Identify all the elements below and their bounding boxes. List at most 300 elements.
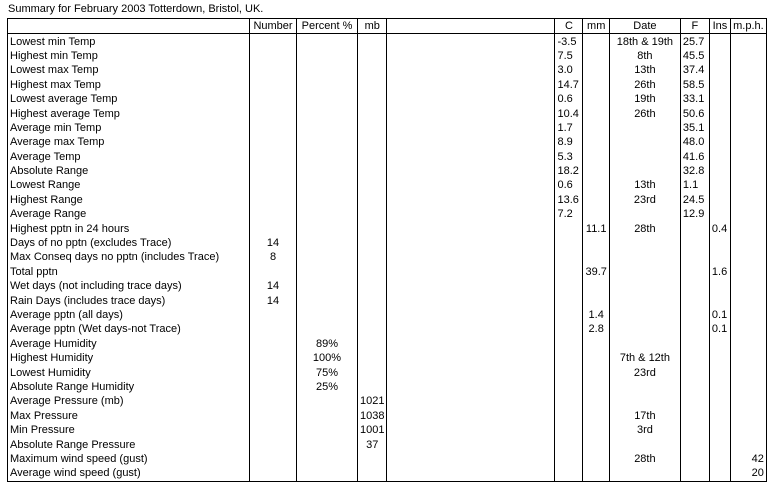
cell-number [250, 365, 297, 379]
table-row [8, 337, 767, 351]
cell-mph [730, 106, 766, 120]
table-row [8, 409, 767, 423]
cell-ins [709, 49, 730, 63]
cell-c [555, 293, 583, 307]
cell-ins [709, 78, 730, 92]
cell-mb [358, 178, 387, 192]
cell-mb [358, 351, 387, 365]
cell-mb [358, 452, 387, 466]
table-row [8, 293, 767, 307]
cell-percent [297, 49, 358, 63]
cell-ins: 0.4 [709, 221, 730, 235]
cell-f [680, 452, 709, 466]
cell-number: 14 [250, 236, 297, 250]
cell-mm [583, 135, 609, 149]
cell-mb: 1001 [358, 423, 387, 437]
cell-f [680, 265, 709, 279]
cell-number [250, 78, 297, 92]
cell-mph [730, 207, 766, 221]
cell-number [250, 337, 297, 351]
cell-percent [297, 121, 358, 135]
cell-number [250, 193, 297, 207]
summary-table [7, 18, 767, 482]
cell-c [555, 437, 583, 451]
column-header-f: F [680, 19, 709, 34]
cell-mm [583, 437, 609, 451]
cell-ins [709, 380, 730, 394]
cell-mm [583, 250, 609, 264]
cell-f: 24.5 [680, 193, 709, 207]
cell-blank [387, 409, 555, 423]
cell-percent: 100% [297, 351, 358, 365]
table-row [8, 121, 767, 135]
cell-blank [387, 49, 555, 63]
cell-mb [358, 365, 387, 379]
table-row [8, 178, 767, 192]
cell-c: 7.5 [555, 49, 583, 63]
cell-percent [297, 164, 358, 178]
cell-percent [297, 236, 358, 250]
row-label: Average max Temp [8, 135, 250, 149]
cell-number [250, 135, 297, 149]
cell-mb [358, 322, 387, 336]
row-label: Lowest max Temp [8, 63, 250, 77]
cell-percent: 75% [297, 365, 358, 379]
table-row [8, 49, 767, 63]
cell-ins [709, 466, 730, 481]
row-label: Highest average Temp [8, 106, 250, 120]
cell-blank [387, 92, 555, 106]
cell-c [555, 337, 583, 351]
cell-mph [730, 423, 766, 437]
cell-number [250, 49, 297, 63]
cell-mph [730, 409, 766, 423]
cell-blank [387, 322, 555, 336]
cell-number [250, 423, 297, 437]
cell-percent: 89% [297, 337, 358, 351]
cell-ins [709, 135, 730, 149]
row-label: Highest Range [8, 193, 250, 207]
cell-date [609, 236, 680, 250]
row-label: Lowest min Temp [8, 34, 250, 49]
cell-number [250, 207, 297, 221]
cell-mb [358, 380, 387, 394]
cell-c [555, 322, 583, 336]
cell-c: 7.2 [555, 207, 583, 221]
cell-blank [387, 337, 555, 351]
table-row [8, 322, 767, 336]
cell-mph [730, 121, 766, 135]
cell-c [555, 236, 583, 250]
cell-f: 58.5 [680, 78, 709, 92]
cell-f: 32.8 [680, 164, 709, 178]
cell-date [609, 135, 680, 149]
table-row [8, 106, 767, 120]
cell-blank [387, 164, 555, 178]
column-header-ins: Ins [709, 19, 730, 34]
row-label: Highest min Temp [8, 49, 250, 63]
cell-blank [387, 423, 555, 437]
row-label: Max Conseq days no pptn (includes Trace) [8, 250, 250, 264]
cell-mph [730, 221, 766, 235]
cell-mm [583, 365, 609, 379]
cell-date [609, 207, 680, 221]
cell-date [609, 466, 680, 481]
cell-mm [583, 63, 609, 77]
cell-mm [583, 193, 609, 207]
cell-date: 26th [609, 78, 680, 92]
cell-f: 25.7 [680, 34, 709, 49]
table-row [8, 135, 767, 149]
cell-mm: 2.8 [583, 322, 609, 336]
cell-percent [297, 178, 358, 192]
cell-mm [583, 380, 609, 394]
cell-ins [709, 178, 730, 192]
cell-date: 23rd [609, 193, 680, 207]
cell-ins [709, 409, 730, 423]
cell-mm [583, 164, 609, 178]
cell-mph [730, 322, 766, 336]
cell-date: 19th [609, 92, 680, 106]
cell-f [680, 409, 709, 423]
cell-mb [358, 49, 387, 63]
cell-number [250, 92, 297, 106]
cell-mm [583, 351, 609, 365]
cell-mm [583, 466, 609, 481]
table-row [8, 63, 767, 77]
cell-percent [297, 92, 358, 106]
cell-mph [730, 279, 766, 293]
cell-c [555, 466, 583, 481]
cell-blank [387, 207, 555, 221]
cell-c [555, 394, 583, 408]
cell-mb [358, 308, 387, 322]
cell-percent [297, 466, 358, 481]
cell-f [680, 337, 709, 351]
column-header-mm: mm [583, 19, 609, 34]
cell-date: 23rd [609, 365, 680, 379]
cell-blank [387, 437, 555, 451]
cell-ins [709, 337, 730, 351]
cell-percent [297, 106, 358, 120]
cell-blank [387, 265, 555, 279]
cell-date: 13th [609, 63, 680, 77]
cell-mb [358, 193, 387, 207]
table-row [8, 34, 767, 49]
cell-mph [730, 337, 766, 351]
cell-date: 8th [609, 49, 680, 63]
row-label: Maximum wind speed (gust) [8, 452, 250, 466]
cell-mm [583, 78, 609, 92]
cell-ins [709, 236, 730, 250]
cell-percent [297, 63, 358, 77]
cell-mph [730, 293, 766, 307]
cell-mm [583, 178, 609, 192]
cell-mb [358, 135, 387, 149]
cell-date [609, 394, 680, 408]
cell-date: 28th [609, 452, 680, 466]
cell-blank [387, 236, 555, 250]
cell-percent [297, 250, 358, 264]
cell-number [250, 437, 297, 451]
row-label: Max Pressure [8, 409, 250, 423]
cell-mm [583, 34, 609, 49]
cell-date [609, 164, 680, 178]
cell-percent [297, 437, 358, 451]
table-row [8, 236, 767, 250]
row-label: Min Pressure [8, 423, 250, 437]
cell-percent: 25% [297, 380, 358, 394]
cell-ins [709, 279, 730, 293]
cell-date: 17th [609, 409, 680, 423]
cell-f [680, 365, 709, 379]
cell-ins [709, 452, 730, 466]
cell-f: 35.1 [680, 121, 709, 135]
table-row [8, 351, 767, 365]
cell-mm [583, 279, 609, 293]
cell-number [250, 380, 297, 394]
column-header-label [8, 19, 250, 34]
cell-percent [297, 207, 358, 221]
cell-date: 28th [609, 221, 680, 235]
cell-blank [387, 150, 555, 164]
cell-mb [358, 293, 387, 307]
cell-number: 14 [250, 293, 297, 307]
cell-date: 7th & 12th [609, 351, 680, 365]
table-row [8, 250, 767, 264]
cell-f [680, 322, 709, 336]
cell-mph [730, 265, 766, 279]
cell-number [250, 63, 297, 77]
cell-ins [709, 193, 730, 207]
cell-percent [297, 293, 358, 307]
cell-mm [583, 121, 609, 135]
cell-mb [358, 92, 387, 106]
cell-f [680, 423, 709, 437]
cell-mm [583, 150, 609, 164]
cell-blank [387, 34, 555, 49]
cell-ins [709, 250, 730, 264]
cell-mm [583, 337, 609, 351]
cell-mm [583, 49, 609, 63]
row-label: Total pptn [8, 265, 250, 279]
cell-blank [387, 466, 555, 481]
cell-ins [709, 63, 730, 77]
cell-blank [387, 250, 555, 264]
cell-c [555, 279, 583, 293]
cell-c: 0.6 [555, 178, 583, 192]
cell-ins [709, 207, 730, 221]
cell-mb: 1021 [358, 394, 387, 408]
cell-number [250, 466, 297, 481]
cell-c: 8.9 [555, 135, 583, 149]
cell-mb [358, 337, 387, 351]
cell-number [250, 351, 297, 365]
cell-blank [387, 365, 555, 379]
table-row [8, 466, 767, 481]
cell-percent [297, 78, 358, 92]
cell-mm: 11.1 [583, 221, 609, 235]
column-header-number: Number [250, 19, 297, 34]
row-label: Wet days (not including trace days) [8, 279, 250, 293]
cell-c [555, 365, 583, 379]
cell-number: 8 [250, 250, 297, 264]
cell-mb [358, 279, 387, 293]
cell-ins [709, 394, 730, 408]
table-row [8, 193, 767, 207]
cell-mm [583, 394, 609, 408]
cell-date [609, 437, 680, 451]
cell-f [680, 279, 709, 293]
cell-mm [583, 92, 609, 106]
cell-ins [709, 106, 730, 120]
cell-date [609, 337, 680, 351]
cell-percent [297, 409, 358, 423]
cell-mb [358, 63, 387, 77]
table-row [8, 423, 767, 437]
cell-blank [387, 394, 555, 408]
cell-c [555, 221, 583, 235]
cell-blank [387, 380, 555, 394]
column-header-mph: m.p.h. [730, 19, 766, 34]
cell-percent [297, 135, 358, 149]
cell-date [609, 150, 680, 164]
cell-ins [709, 423, 730, 437]
table-row [8, 437, 767, 451]
cell-mph [730, 394, 766, 408]
table-row [8, 78, 767, 92]
cell-mph [730, 437, 766, 451]
row-label: Highest Humidity [8, 351, 250, 365]
table-row [8, 365, 767, 379]
cell-mb [358, 106, 387, 120]
table-row [8, 452, 767, 466]
cell-mph [730, 308, 766, 322]
row-label: Average wind speed (gust) [8, 466, 250, 481]
cell-f: 48.0 [680, 135, 709, 149]
cell-blank [387, 193, 555, 207]
cell-c: 14.7 [555, 78, 583, 92]
row-label: Average Temp [8, 150, 250, 164]
cell-percent [297, 150, 358, 164]
cell-blank [387, 106, 555, 120]
column-header-percent: Percent % [297, 19, 358, 34]
cell-percent [297, 279, 358, 293]
cell-mph [730, 380, 766, 394]
cell-mph: 20 [730, 466, 766, 481]
cell-number [250, 322, 297, 336]
table-body [8, 34, 767, 481]
cell-f [680, 437, 709, 451]
cell-number [250, 106, 297, 120]
cell-f: 41.6 [680, 150, 709, 164]
cell-blank [387, 293, 555, 307]
column-header-c: C [555, 19, 583, 34]
cell-f: 12.9 [680, 207, 709, 221]
cell-c: 10.4 [555, 106, 583, 120]
cell-mph [730, 150, 766, 164]
cell-f [680, 250, 709, 264]
table-row [8, 164, 767, 178]
cell-ins [709, 293, 730, 307]
cell-date [609, 265, 680, 279]
cell-mb [358, 150, 387, 164]
cell-f: 50.6 [680, 106, 709, 120]
cell-mph [730, 49, 766, 63]
cell-percent [297, 308, 358, 322]
cell-percent [297, 394, 358, 408]
cell-percent [297, 452, 358, 466]
cell-percent [297, 265, 358, 279]
table-row [8, 207, 767, 221]
cell-f [680, 221, 709, 235]
column-header-blank [387, 19, 555, 34]
cell-mph [730, 351, 766, 365]
cell-number [250, 394, 297, 408]
column-header-date: Date [609, 19, 680, 34]
cell-mb [358, 121, 387, 135]
cell-number [250, 308, 297, 322]
cell-date: 3rd [609, 423, 680, 437]
cell-ins [709, 121, 730, 135]
cell-c [555, 308, 583, 322]
cell-mph [730, 250, 766, 264]
cell-ins: 0.1 [709, 322, 730, 336]
cell-c [555, 380, 583, 394]
cell-mm: 1.4 [583, 308, 609, 322]
cell-blank [387, 78, 555, 92]
cell-ins: 0.1 [709, 308, 730, 322]
table-row [8, 308, 767, 322]
cell-mb [358, 78, 387, 92]
cell-number [250, 409, 297, 423]
cell-mb [358, 164, 387, 178]
cell-date [609, 279, 680, 293]
table-row [8, 279, 767, 293]
cell-c: -3.5 [555, 34, 583, 49]
row-label: Days of no pptn (excludes Trace) [8, 236, 250, 250]
cell-blank [387, 63, 555, 77]
table-row [8, 380, 767, 394]
cell-mb: 37 [358, 437, 387, 451]
cell-c [555, 409, 583, 423]
cell-ins [709, 437, 730, 451]
row-label: Lowest Range [8, 178, 250, 192]
cell-mph [730, 78, 766, 92]
cell-number [250, 178, 297, 192]
table-row [8, 394, 767, 408]
cell-f: 33.1 [680, 92, 709, 106]
row-label: Highest max Temp [8, 78, 250, 92]
cell-mm [583, 293, 609, 307]
cell-f: 37.4 [680, 63, 709, 77]
cell-f: 45.5 [680, 49, 709, 63]
cell-mm [583, 106, 609, 120]
cell-blank [387, 221, 555, 235]
cell-blank [387, 351, 555, 365]
cell-mph [730, 178, 766, 192]
cell-f [680, 394, 709, 408]
cell-blank [387, 308, 555, 322]
row-label: Average pptn (Wet days-not Trace) [8, 322, 250, 336]
cell-blank [387, 121, 555, 135]
cell-blank [387, 178, 555, 192]
table-row [8, 92, 767, 106]
cell-f [680, 380, 709, 394]
row-label: Average pptn (all days) [8, 308, 250, 322]
cell-mb [358, 250, 387, 264]
cell-ins [709, 351, 730, 365]
